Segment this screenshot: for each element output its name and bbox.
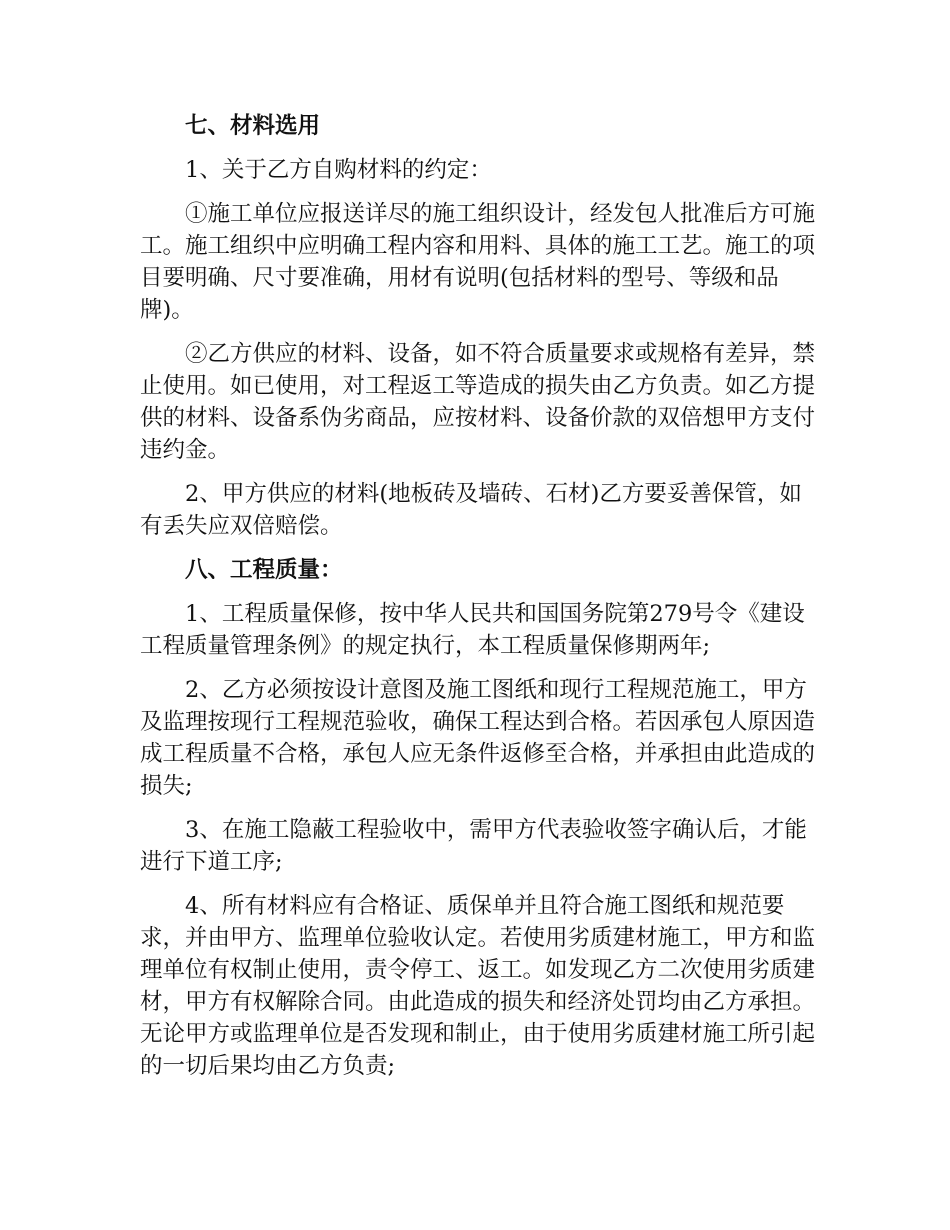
paragraph: ①施工单位应报送详尽的施工组织设计，经发包人批准后方可施工。施工组织中应明确工程内容和用料、具体的施工工艺。施工的项目要明确、尺寸要准确，用材有说明(包括材料的型号、等级和品牌)。	[140, 201, 816, 323]
section-heading-materials: 七、材料选用	[185, 113, 321, 139]
paragraph: ②乙方供应的材料、设备，如不符合质量要求或规格有差异，禁止使用。如已使用，对工程返工等造成的损失由乙方负责。如乙方提供的材料、设备系伪劣商品，应按材料、设备价款的双倍想甲方支付违约金。	[140, 341, 816, 463]
paragraph: 3、在施工隐蔽工程验收中，需甲方代表验收签字确认后，才能进行下道工序;	[140, 817, 807, 875]
paragraph: 1、关于乙方自购材料的约定：	[185, 157, 492, 183]
section-heading-quality: 八、工程质量：	[185, 557, 343, 583]
paragraph: 1、工程质量保修，按中华人民共和国国务院第279号令《建设工程质量管理条例》的规定执行，本工程质量保修期两年;	[140, 601, 805, 659]
paragraph: 4、所有材料应有合格证、质保单并且符合施工图纸和规范要求，并由甲方、监理单位验收认定。若使用劣质建材施工，甲方和监理单位有权制止使用，责令停工、返工。如发现乙方二次使用劣质建材，甲方有权解除合同。由此造成的损失和经济处罚均由乙方承担。无论甲方或监理单位是否发现和制止，由于使用劣质建材施工所引起的一切后果均由乙方负责;	[140, 893, 816, 1079]
paragraph: 2、乙方必须按设计意图及施工图纸和现行工程规范施工，甲方及监理按现行工程规范验收，确保工程达到合格。若因承包人原因造成工程质量不合格，承包人应无条件返修至合格，并承担由此造成的损失;	[140, 677, 816, 799]
document-body	[140, 110, 820, 1094]
paragraph: 2、甲方供应的材料(地板砖及墙砖、石材)乙方要妥善保管，如有丢失应双倍赔偿。	[140, 481, 802, 539]
